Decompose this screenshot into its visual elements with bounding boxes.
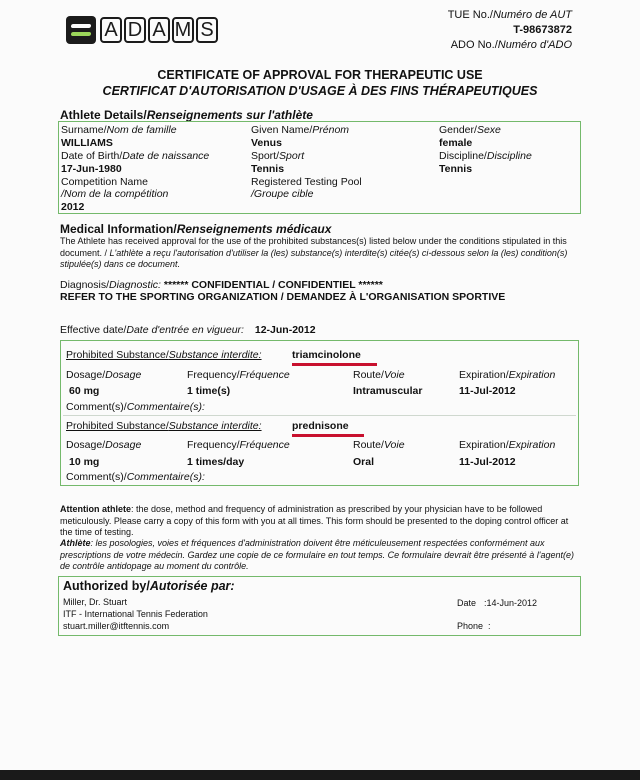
authorized-by-heading: Authorized by/Autorisée par:: [63, 579, 235, 593]
logo-letter: A: [148, 17, 170, 43]
athlete-details-heading: [60, 108, 313, 122]
refer-line: REFER TO THE SPORTING ORGANIZATION / DEMANDEZ À L'ORGANISATION SPORTIVE: [60, 291, 506, 303]
surname-value: WILLIAMS: [61, 137, 113, 149]
tue-label-fr: Numéro de AUT: [492, 9, 572, 21]
comments-label: Comment(s)/Commentaire(s):: [66, 471, 205, 483]
substance-divider: [63, 415, 576, 416]
discipline-label: Discipline/Discipline: [439, 150, 532, 162]
medical-info-heading: Medical Information/Renseignements médicaux: [60, 222, 332, 236]
substance-name: triamcinolone: [292, 349, 361, 361]
substances-box: [60, 340, 579, 486]
expiration-value: 11-Jul-2012: [459, 456, 516, 468]
route-label: Route/Voie: [353, 369, 405, 381]
heading-fr: Renseignements sur l'athlète: [146, 108, 313, 122]
frequency-label: Frequency/Fréquence: [187, 369, 290, 381]
logo-letter: S: [196, 17, 218, 43]
sport-value: Tennis: [251, 163, 285, 175]
ado-label: ADO No./: [450, 39, 498, 51]
substance-name: prednisone: [292, 420, 349, 432]
expiration-value: 11-Jul-2012: [459, 385, 516, 397]
expiration-label: Expiration/Expiration: [459, 369, 556, 381]
bottom-bar: [0, 770, 640, 780]
route-label: Route/Voie: [353, 439, 405, 451]
dosage-value: 60 mg: [69, 385, 100, 397]
attention-text-fr: Athlète: les posologies, voies et fréquences d'administration doivent être méticuleusement respectées conformément aux prescriptions de votre médecin. Gardez une copie de ce formulaire en tout temps. Ce formulaire devrait être présenté à l'agent(e) de contrôle antidopage au moment du contrôle.: [60, 538, 574, 571]
adams-logo-icon: [66, 16, 96, 44]
rtp-label: Registered Testing Pool: [251, 176, 362, 188]
substance-highlight: [292, 363, 377, 366]
logo-letter: D: [124, 17, 146, 43]
expiration-label: Expiration/Expiration: [459, 439, 556, 451]
authorized-by-box: [58, 576, 581, 636]
effective-date-line: Effective date/Date d'entrée en vigueur: 12-Jun-2012: [60, 324, 316, 336]
dosage-label: Dosage/Dosage: [66, 439, 142, 451]
certificate-title: CERTIFICATE OF APPROVAL FOR THERAPEUTIC USE: [157, 68, 483, 82]
authorized-date: Date :14-Jun-2012: [457, 598, 538, 608]
frequency-value: 1 time(s): [187, 385, 231, 397]
gender-label: Gender/Sexe: [439, 124, 501, 136]
sport-label: Sport/Sport: [251, 150, 305, 162]
authorizer-name: Miller, Dr. Stuart: [63, 597, 128, 607]
ado-label-fr: Numéro d'ADO: [497, 39, 572, 51]
competition-value: 2012: [61, 201, 85, 213]
gender-value: female: [439, 137, 473, 149]
comments-label: Comment(s)/Commentaire(s):: [66, 401, 205, 413]
dob-label: Date of Birth/Date de naissance: [61, 150, 210, 162]
dosage-value: 10 mg: [69, 456, 100, 468]
route-value: Intramuscular: [353, 385, 423, 397]
heading-en: Athlete Details/: [60, 108, 147, 122]
route-value: Oral: [353, 456, 375, 468]
frequency-value: 1 times/day: [187, 456, 245, 468]
competition-label: Competition Name: [61, 176, 148, 188]
given-name-label: Given Name/Prénom: [251, 124, 350, 136]
athlete-details-box: [58, 121, 581, 214]
dosage-label: Dosage/Dosage: [66, 369, 142, 381]
effective-date-value: 12-Jun-2012: [254, 324, 316, 336]
frequency-label: Frequency/Fréquence: [187, 439, 290, 451]
logo-letter: A: [100, 17, 122, 43]
given-name-value: Venus: [251, 137, 282, 149]
tue-number: T-98673872: [513, 24, 572, 36]
authorized-phone: Phone :: [457, 621, 491, 631]
competition-label-fr: /Nom de la compétition: [61, 188, 169, 200]
dob-value: 17-Jun-1980: [61, 163, 122, 175]
tue-label: TUE No./: [447, 9, 493, 21]
prohibited-substance-label: Prohibited Substance/Substance interdite:: [66, 420, 262, 432]
attention-text-en: Attention athlete: the dose, method and frequency of administration as prescribed by your physician have to be followed meticulously. Please carry a copy of this form with you at all times. This form should be presented to the doping control officer at the time of testing.: [60, 504, 569, 537]
adams-logo-text: [100, 17, 218, 43]
diagnosis-line: Diagnosis/Diagnostic: ****** CONFIDENTIAL / CONFIDENTIEL ******: [60, 279, 383, 291]
rtp-label-fr: /Groupe cible: [251, 188, 314, 200]
authorizer-org: ITF - International Tennis Federation: [63, 609, 208, 619]
prohibited-substance-label: Prohibited Substance/Substance interdite:: [66, 349, 262, 361]
logo-letter: M: [172, 17, 194, 43]
tue-number-block: [448, 8, 572, 53]
medical-info-text: The Athlete has received approval for the use of the prohibited substances(s) listed below under the conditions stipulated in this document. / L'athlète a reçu l'autorisation d'utiliser la (les) substance(s) interdite(s) citée(s) ci-dessous selon la (les) condition(s) stipulée(s) dans ce document.: [60, 236, 568, 269]
discipline-value: Tennis: [439, 163, 473, 175]
surname-label: Surname/Nom de famille: [61, 124, 177, 136]
certificate-title-fr: CERTIFICAT D'AUTORISATION D'USAGE À DES FINS THÉRAPEUTIQUES: [102, 84, 538, 98]
substance-highlight: [292, 434, 364, 437]
authorizer-email[interactable]: stuart.miller@itftennis.com: [63, 621, 170, 631]
